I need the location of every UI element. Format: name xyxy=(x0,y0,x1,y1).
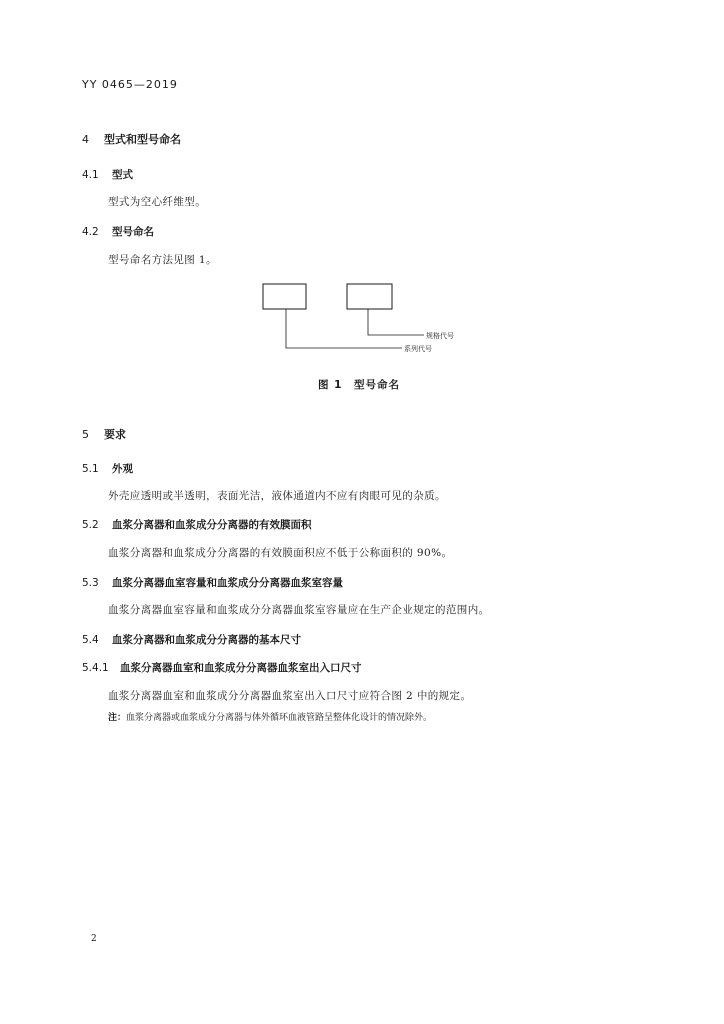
section-4-1-heading xyxy=(82,167,133,182)
section-4-2-heading xyxy=(82,224,154,239)
note-text: 血浆分离器或血浆成分分离器与体外循环血液管路呈整体化设计的情况除外。 xyxy=(126,713,433,723)
section-number: 5.1 xyxy=(82,463,99,475)
section-5-2-body: 血浆分离器和血浆成分分离器的有效膜面积应不低于公称面积的 90%。 xyxy=(108,547,453,559)
section-number: 4.2 xyxy=(82,226,99,238)
section-5-3-body: 血浆分离器血室容量和血浆成分分离器血浆室容量应在生产企业规定的范围内。 xyxy=(108,604,490,616)
section-title: 外观 xyxy=(112,463,133,475)
figure-1-caption: 图 1 型号命名 xyxy=(318,379,400,391)
section-title: 要求 xyxy=(104,428,126,441)
section-number: 4.1 xyxy=(82,169,99,181)
section-number: 5.4.1 xyxy=(82,662,109,674)
section-title: 血浆分离器血室和血浆成分分离器血浆室出入口尺寸 xyxy=(120,662,362,674)
section-5-4-1-heading xyxy=(82,660,362,675)
spec-code-leader xyxy=(368,309,424,335)
series-code-label: 系列代号 xyxy=(404,345,432,353)
spec-code-label: 规格代号 xyxy=(426,332,454,340)
section-number: 4 xyxy=(82,133,89,146)
section-5-4-heading xyxy=(82,632,301,647)
section-title: 型号命名 xyxy=(112,226,154,238)
series-code-leader xyxy=(286,309,402,348)
note-label: 注： xyxy=(108,713,127,723)
section-4-heading xyxy=(82,131,181,147)
section-5-1-heading xyxy=(82,461,133,476)
section-5-4-1-body: 血浆分离器血室和血浆成分分离器血浆室出入口尺寸应符合图 2 中的规定。 xyxy=(108,690,472,702)
section-5-3-heading xyxy=(82,575,343,590)
section-title: 血浆分离器和血浆成分分离器的有效膜面积 xyxy=(112,519,312,531)
section-5-heading xyxy=(82,426,126,442)
section-5-1-body: 外壳应透明或半透明，表面光洁，液体通道内不应有肉眼可见的杂质。 xyxy=(108,490,446,502)
series-code-box xyxy=(263,284,306,309)
section-number: 5.2 xyxy=(82,519,99,531)
section-number: 5 xyxy=(82,428,89,441)
document-header: YY 0465—2019 xyxy=(82,78,178,91)
section-4-2-body: 型号命名方法见图 1。 xyxy=(108,254,217,266)
section-title: 血浆分离器血室容量和血浆成分分离器血浆室容量 xyxy=(112,577,343,589)
figure-1-diagram xyxy=(250,278,480,360)
section-5-2-heading xyxy=(82,517,312,532)
section-number: 5.4 xyxy=(82,634,99,646)
note xyxy=(108,710,432,723)
section-title: 血浆分离器和血浆成分分离器的基本尺寸 xyxy=(112,634,301,646)
section-title: 型式和型号命名 xyxy=(104,133,181,146)
section-title: 型式 xyxy=(112,169,133,181)
section-4-1-body: 型式为空心纤维型。 xyxy=(108,196,207,208)
spec-code-box xyxy=(347,284,392,309)
section-number: 5.3 xyxy=(82,577,99,589)
page-number: 2 xyxy=(91,934,97,944)
